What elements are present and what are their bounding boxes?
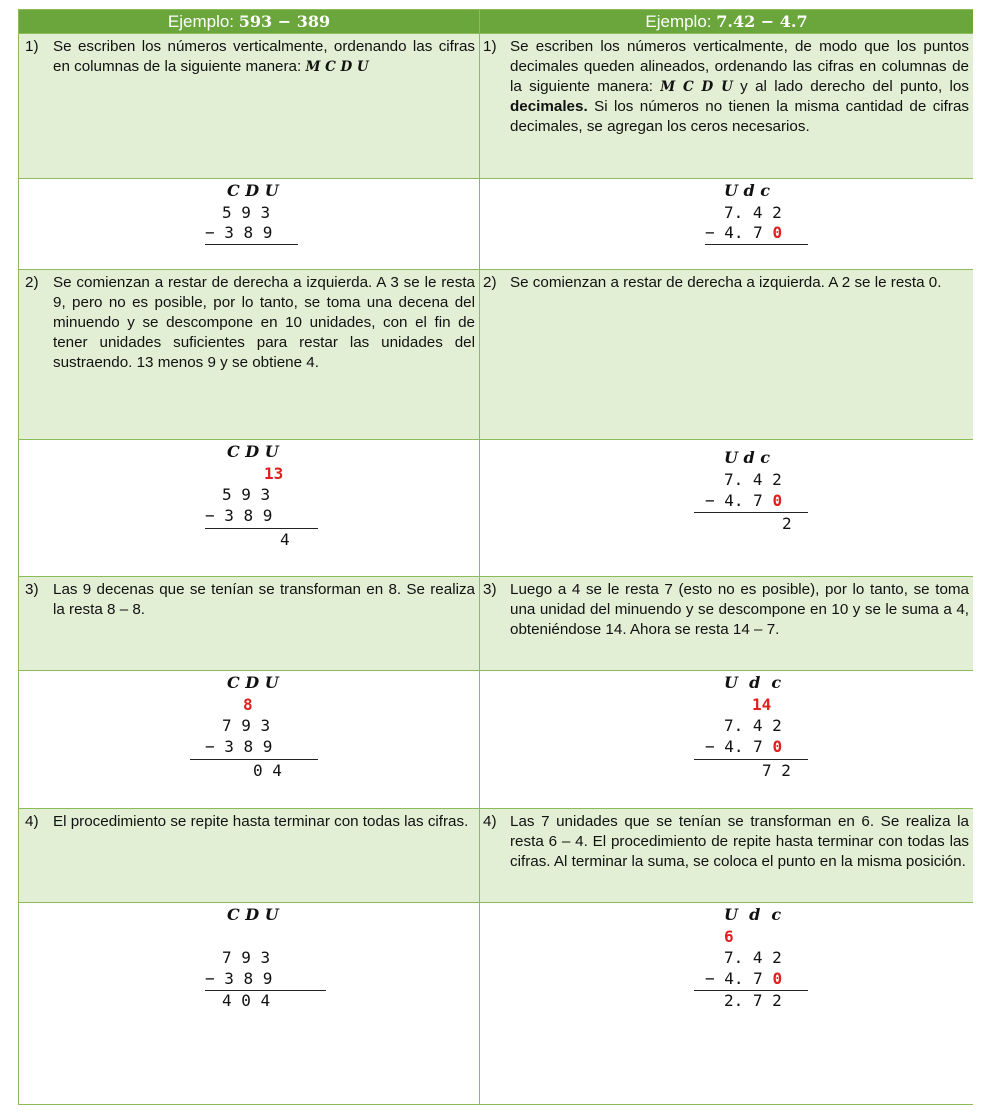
step1-right-text-cell [480, 34, 973, 178]
step-text: Luego a 4 se le resta 7 (esto no es posible), por lo tanto, se toma una unidad del minuendo y se descompone en 10 y se le suma a 4, obteniéndose 14. Ahora se resta 14 – 7. [510, 581, 969, 638]
row-divider [19, 576, 972, 577]
borrow-carry: 6 [724, 927, 734, 946]
row-divider [19, 902, 972, 903]
step-number: 4) [483, 813, 497, 830]
column-labels: U d c [724, 181, 771, 200]
step2-right-text-cell [480, 270, 973, 439]
step-text [510, 37, 969, 137]
row-divider [19, 269, 972, 270]
added-zero: 0 [772, 223, 783, 242]
minuend: 5 9 3 [222, 203, 271, 222]
step-text-part: Se escriben los números verticalmente, ordenando las cifras en columnas de la siguiente manera: [53, 38, 475, 75]
step-text: Se comienzan a restar de derecha a izquierda. A 2 se le resta 0. [510, 274, 942, 291]
result: 2 [782, 514, 792, 533]
minuend: 7. 4 2 [724, 716, 782, 735]
minuend: 7. 4 2 [724, 203, 782, 222]
subtraction-line [694, 759, 808, 760]
minuend: 5 9 3 [222, 485, 271, 504]
step-text [53, 37, 475, 77]
subtraction-line [205, 244, 298, 245]
header-right-expression: 7.42 − 4.7 [716, 12, 808, 31]
step-text: Las 7 unidades que se tenían se transforman en 6. Se realiza la resta 6 – 4. El procedimiento de repite hasta terminar con todas las cifras. Al terminar la suma, se coloca el punto en la misma posición. [510, 813, 969, 870]
column-labels: C D U [227, 673, 279, 692]
borrow-carry: 8 [243, 695, 253, 714]
result: 4 0 4 [222, 991, 271, 1010]
subtrahend [705, 223, 782, 242]
step-text-part: Se escriben los números verticalmente, de modo que los puntos decimales queden alineados, ordenando las cifras en columnas de la siguiente manera: [510, 38, 969, 95]
step-number: 4) [25, 813, 39, 830]
header-left-prefix: Ejemplo: [167, 12, 239, 31]
step2-left-work-cell [19, 440, 479, 576]
header-right-prefix: Ejemplo: [645, 12, 717, 31]
step-text-part: Si los números no tienen la misma cantidad de cifras decimales, se agregan los ceros necesarios. [510, 98, 969, 135]
step-text-part: y al lado derecho del punto, los [732, 78, 969, 95]
subtrahend-digits: − 4. 7 [705, 737, 773, 756]
minuend: 7 9 3 [222, 948, 271, 967]
borrow-carry: 13 [264, 464, 284, 483]
column-labels: C D U [227, 442, 279, 461]
added-zero: 0 [772, 737, 783, 756]
subtrahend: − 3 8 9 [205, 969, 273, 988]
step2-right-work-cell [480, 440, 973, 576]
column-labels: U d c [724, 448, 771, 467]
mcdu-label: M C D U [305, 59, 369, 75]
step-number: 2) [25, 274, 39, 291]
column-labels: U d c [724, 673, 782, 692]
step-number: 3) [25, 581, 39, 598]
step1-left-text-cell [19, 34, 479, 178]
step1-left-work-cell [19, 179, 479, 269]
step4-right-text-cell [480, 809, 973, 902]
borrow-carry: 14 [752, 695, 772, 714]
subtrahend: − 3 8 9 [205, 737, 273, 756]
step-number: 1) [25, 38, 39, 55]
step2-left-text-cell [19, 270, 479, 439]
subtraction-line [694, 512, 808, 513]
column-labels: C D U [227, 181, 279, 200]
subtrahend-digits: − 4. 7 [705, 223, 773, 242]
subtrahend [705, 969, 782, 988]
header-left-expression: 593 − 389 [238, 12, 331, 31]
minuend: 7. 4 2 [724, 470, 782, 489]
subtraction-line [705, 244, 808, 245]
subtraction-line [190, 759, 318, 760]
subtrahend: − 3 8 9 [205, 223, 273, 242]
subtrahend [705, 737, 782, 756]
header-right [480, 10, 973, 33]
row-divider [19, 439, 972, 440]
step4-right-work-cell [480, 903, 973, 1104]
column-labels: C D U [227, 905, 279, 924]
subtrahend: − 3 8 9 [205, 506, 273, 525]
minuend: 7 9 3 [222, 716, 271, 735]
minuend: 7. 4 2 [724, 948, 782, 967]
row-divider [19, 178, 972, 179]
step4-left-text-cell [19, 809, 479, 902]
step3-right-work-cell [480, 671, 973, 808]
subtraction-line [205, 528, 318, 529]
step3-right-text-cell [480, 577, 973, 670]
decimales-bold: decimales. [510, 98, 588, 115]
step-number: 1) [483, 38, 497, 55]
column-divider [479, 10, 480, 1104]
added-zero: 0 [772, 969, 783, 988]
column-labels: U d c [724, 905, 782, 924]
row-divider [19, 33, 972, 34]
result: 4 [280, 530, 290, 549]
step3-left-work-cell [19, 671, 479, 808]
step3-left-text-cell [19, 577, 479, 670]
subtraction-table [18, 9, 973, 1105]
result: 0 4 [253, 761, 282, 780]
row-divider [19, 808, 972, 809]
step4-left-work-cell [19, 903, 479, 1104]
step-number: 3) [483, 581, 497, 598]
step1-right-work-cell [480, 179, 973, 269]
step-text: Las 9 decenas que se tenían se transforman en 8. Se realiza la resta 8 – 8. [53, 581, 475, 618]
subtrahend-digits: − 4. 7 [705, 491, 773, 510]
step-text: Se comienzan a restar de derecha a izquierda. A 3 se le resta 9, pero no es posible, por lo tanto, se toma una decena del minuendo y se descompone en 10 unidades, con el fin de tener unidades suficientes para restar las unidades del sustraendo. 13 menos 9 y se obtiene 4. [53, 274, 475, 371]
subtrahend [705, 491, 782, 510]
result: 2. 7 2 [724, 991, 782, 1010]
step-number: 2) [483, 274, 497, 291]
step-text: El procedimiento se repite hasta terminar con todas las cifras. [53, 813, 469, 830]
subtrahend-digits: − 4. 7 [705, 969, 773, 988]
result: 7 2 [762, 761, 791, 780]
mcdu-label: M C D U [660, 79, 733, 95]
header-left [19, 10, 479, 33]
row-divider [19, 670, 972, 671]
added-zero: 0 [772, 491, 783, 510]
